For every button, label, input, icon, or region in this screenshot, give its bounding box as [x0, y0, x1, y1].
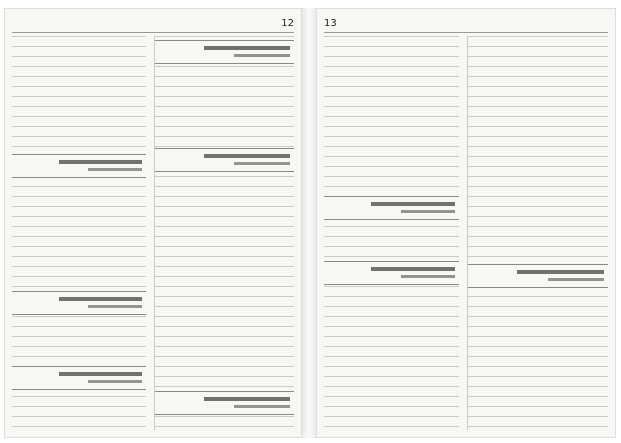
- section-heading: [155, 148, 295, 172]
- right-columns: [324, 36, 608, 430]
- section-heading: [12, 366, 146, 390]
- right-page-number: 13: [324, 17, 337, 29]
- right-page-header: [324, 14, 608, 33]
- left-page-header: [12, 14, 294, 33]
- right-page: [316, 8, 616, 438]
- book-gutter: [302, 8, 316, 438]
- section-heading: [12, 154, 146, 178]
- section-heading: [468, 264, 609, 288]
- section-heading: [12, 291, 146, 315]
- left-page: [4, 8, 302, 438]
- right-column-outer: [467, 36, 609, 430]
- section-heading: [324, 261, 459, 285]
- text-block: [155, 36, 295, 430]
- section-heading: [155, 391, 295, 415]
- left-page-number: 12: [281, 17, 294, 29]
- text-block: [324, 36, 459, 430]
- left-column-inner: [154, 36, 295, 430]
- section-heading: [324, 196, 459, 220]
- left-column-outer: [12, 36, 146, 430]
- left-columns: [12, 36, 294, 430]
- text-block: [468, 36, 609, 430]
- right-column-inner: [324, 36, 459, 430]
- section-heading: [155, 40, 295, 64]
